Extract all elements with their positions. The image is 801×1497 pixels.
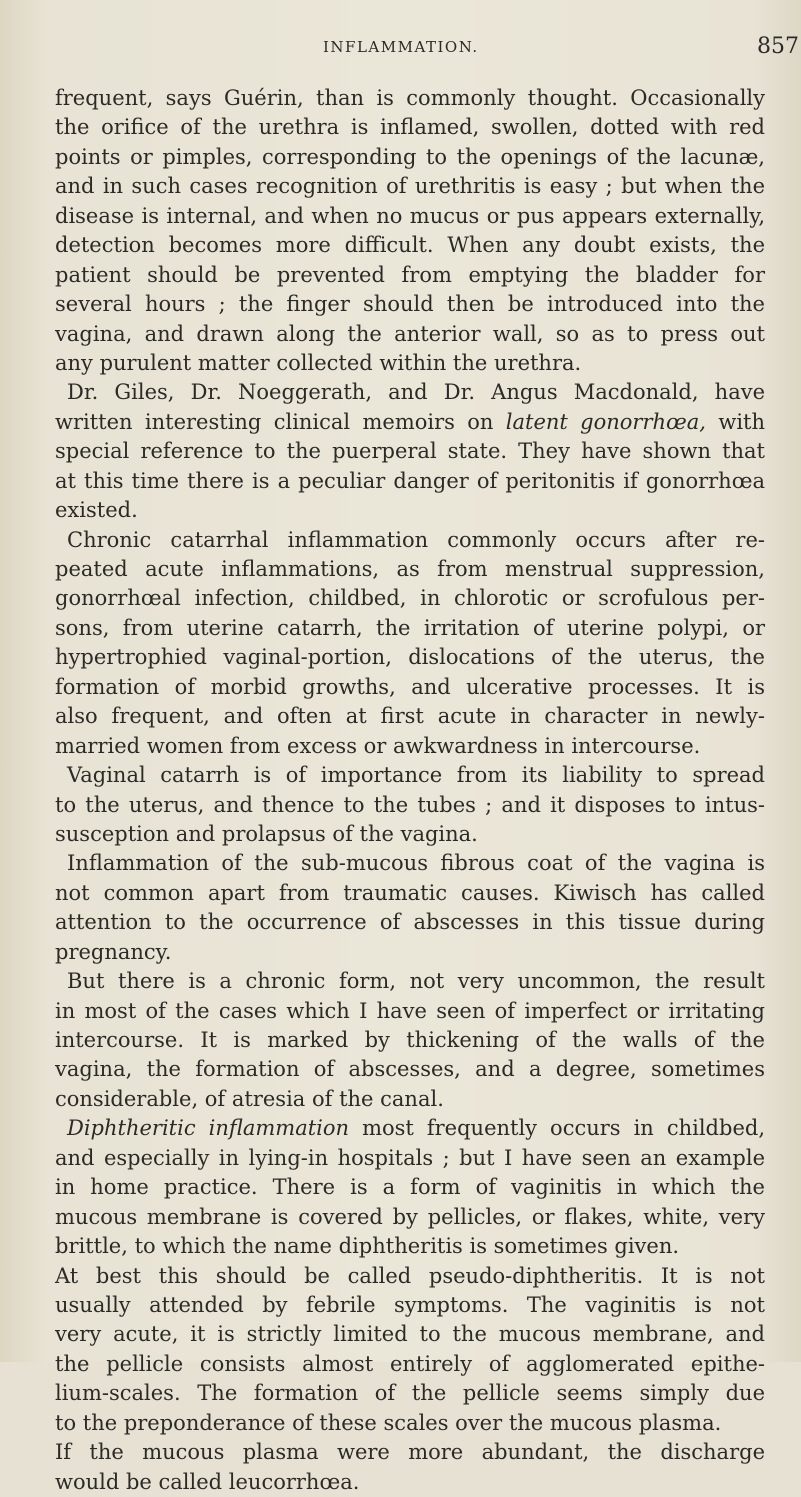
text-run: Chronic catarrhal inflammation commonly occurs after re- xyxy=(67,527,765,552)
text-run: the pellicle consists almost entirely of agglomerated epithe- xyxy=(55,1351,765,1376)
text-run: considerable, of atresia of the canal. xyxy=(55,1086,444,1111)
text-line xyxy=(55,290,765,319)
text-run: gonorrhœal infection, childbed, in chlorotic or scrofulous per- xyxy=(55,586,765,611)
text-line xyxy=(55,231,765,260)
text-run: would be called leucorrhœa. xyxy=(55,1469,360,1494)
text-line xyxy=(55,673,765,702)
text-run: and in such cases recognition of urethritis is easy ; but when the xyxy=(55,174,765,199)
text-line xyxy=(55,467,765,496)
text-run: several hours ; the finger should then be introduced into the xyxy=(55,292,765,317)
text-line xyxy=(55,908,765,937)
text-line xyxy=(55,202,765,231)
text-line xyxy=(55,349,765,378)
text-line xyxy=(55,1203,765,1232)
text-run: in most of the cases which I have seen of imperfect or irritating xyxy=(55,998,765,1023)
text-run: disease is internal, and when no mucus or pus appears externally, xyxy=(55,203,765,228)
text-line xyxy=(55,643,765,672)
text-line xyxy=(55,761,765,790)
text-line xyxy=(55,1379,765,1408)
text-line xyxy=(55,1438,765,1467)
text-run: Vaginal catarrh is of importance from its liability to spread xyxy=(67,763,765,788)
text-line xyxy=(55,320,765,349)
text-run: brittle, to which the name diphtheritis is sometimes given. xyxy=(55,1234,680,1259)
text-line xyxy=(55,614,765,643)
text-run: frequent, says Guérin, than is commonly thought. Occasionally xyxy=(55,86,765,110)
text-run: hypertrophied vaginal-portion, dislocations of the uterus, the xyxy=(55,645,765,670)
text-run: patient should be prevented from emptying the bladder for xyxy=(55,262,765,287)
text-line xyxy=(55,849,765,878)
text-run: points or pimples, corresponding to the openings of the lacunæ, xyxy=(55,144,765,169)
text-line xyxy=(55,1468,765,1497)
italic-phrase: latent gonorrhœa, xyxy=(505,409,706,434)
text-line xyxy=(55,1114,765,1143)
text-run: attention to the occurrence of abscesses in this tissue during xyxy=(55,910,765,935)
text-run: in home practice. There is a form of vaginitis in which the xyxy=(55,1175,765,1200)
text-run: very acute, it is strictly limited to the mucous membrane, and xyxy=(55,1322,765,1347)
text-line xyxy=(55,791,765,820)
text-line xyxy=(55,437,765,466)
text-line xyxy=(55,732,765,761)
body-text xyxy=(55,84,765,1497)
text-run: also frequent, and often at first acute in character in newly- xyxy=(55,704,765,729)
text-run: vagina, the formation of abscesses, and a degree, sometimes xyxy=(55,1057,765,1082)
running-head: INFLAMMATION. xyxy=(323,38,479,56)
text-line xyxy=(55,1026,765,1055)
text-line xyxy=(55,84,765,113)
text-run: detection becomes more difficult. When any doubt exists, the xyxy=(55,233,765,258)
text-line xyxy=(55,1055,765,1084)
italic-phrase: Diphtheritic inflammation xyxy=(67,1116,350,1141)
text-line xyxy=(55,143,765,172)
text-line xyxy=(55,408,765,437)
text-line xyxy=(55,496,765,525)
text-run: At best this should be called pseudo-diphtheritis. It is not xyxy=(55,1263,765,1288)
text-line xyxy=(55,967,765,996)
text-line xyxy=(55,1350,765,1379)
text-run: most frequently occurs in childbed, xyxy=(349,1116,765,1141)
text-run: to the uterus, and thence to the tubes ; and it disposes to intus- xyxy=(55,792,765,817)
text-line xyxy=(55,526,765,555)
text-line xyxy=(55,879,765,908)
text-run: vagina, and drawn along the anterior wall, so as to press out xyxy=(55,321,765,346)
text-line xyxy=(55,584,765,613)
text-line xyxy=(55,938,765,967)
text-run: pregnancy. xyxy=(55,939,172,964)
page-header xyxy=(0,34,801,64)
text-run: existed. xyxy=(55,498,138,523)
text-line xyxy=(55,820,765,849)
text-line xyxy=(55,1232,765,1261)
text-run: If the mucous plasma were more abundant, the discharge xyxy=(55,1440,765,1465)
text-run: the orifice of the urethra is inflamed, swollen, dotted with red xyxy=(55,115,765,140)
text-line xyxy=(55,172,765,201)
text-run: peated acute inflammations, as from menstrual suppression, xyxy=(55,557,765,581)
text-line xyxy=(55,702,765,731)
text-line xyxy=(55,1173,765,1202)
text-line xyxy=(55,113,765,142)
text-line xyxy=(55,997,765,1026)
text-run: Dr. Giles, Dr. Noeggerath, and Dr. Angus Macdonald, have xyxy=(67,380,765,405)
text-line xyxy=(55,1144,765,1173)
text-run: at this time there is a peculiar danger of peritonitis if gonorrhœa xyxy=(55,468,765,493)
text-run: sons, from uterine catarrh, the irritation of uterine polypi, or xyxy=(55,615,765,640)
text-run: lium-scales. The formation of the pellicle seems simply due xyxy=(55,1381,765,1406)
text-line xyxy=(55,1262,765,1291)
text-run: But there is a chronic form, not very uncommon, the result xyxy=(67,969,765,994)
text-run: Inflammation of the sub-mucous fibrous coat of the vagina is xyxy=(67,851,765,876)
text-run: formation of morbid growths, and ulcerative processes. It is xyxy=(55,674,765,699)
text-line xyxy=(55,261,765,290)
page-number: 857 xyxy=(757,34,799,59)
text-line xyxy=(55,1409,765,1438)
text-run: intercourse. It is marked by thickening of the walls of the xyxy=(55,1028,765,1052)
text-line xyxy=(55,1320,765,1349)
text-line xyxy=(55,1085,765,1114)
text-run: written interesting clinical memoirs on xyxy=(55,409,506,434)
text-run: susception and prolapsus of the vagina. xyxy=(55,821,478,846)
text-line xyxy=(55,555,765,584)
text-line xyxy=(55,1291,765,1320)
text-run: mucous membrane is covered by pellicles, or flakes, white, very xyxy=(55,1204,765,1229)
text-run: not common apart from traumatic causes. Kiwisch has called xyxy=(55,880,765,905)
text-line xyxy=(55,378,765,407)
text-run: special reference to the puerperal state. They have shown that xyxy=(55,439,765,464)
text-run: with xyxy=(706,409,765,434)
text-run: usually attended by febrile symptoms. The vaginitis is not xyxy=(55,1292,765,1317)
text-run: married women from excess or awkwardness in intercourse. xyxy=(55,733,701,758)
text-run: to the preponderance of these scales over the mucous plasma. xyxy=(55,1410,722,1435)
text-run: any purulent matter collected within the urethra. xyxy=(55,350,582,375)
text-run: and especially in lying-in hospitals ; but I have seen an example xyxy=(55,1145,765,1170)
